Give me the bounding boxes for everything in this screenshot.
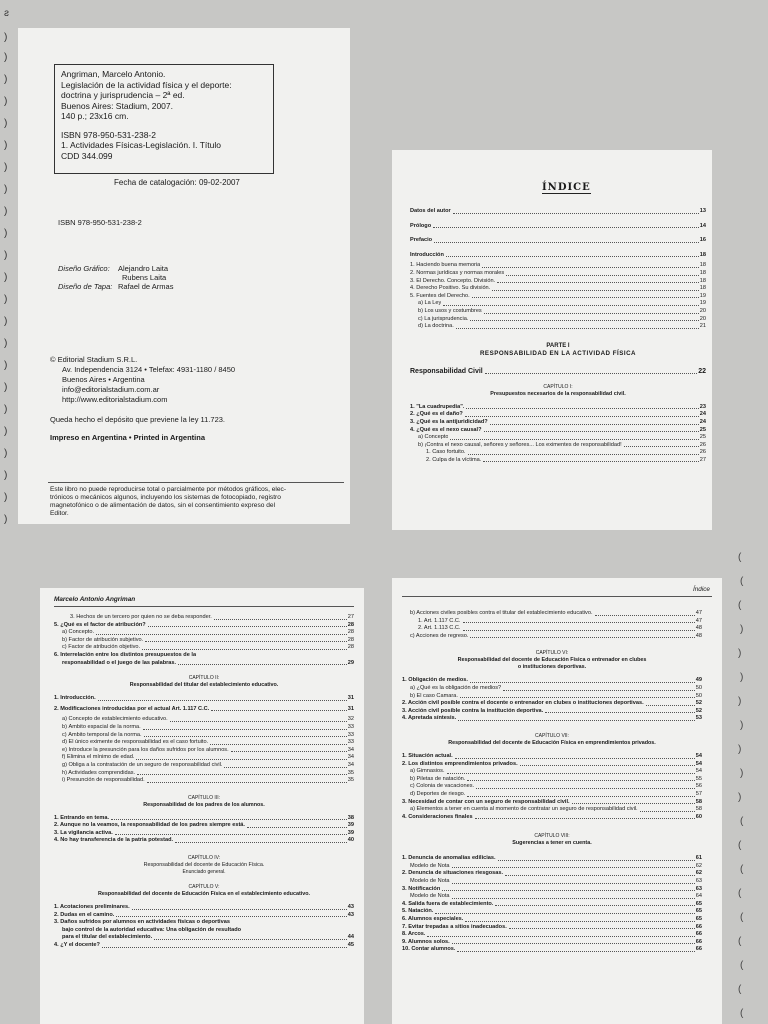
toc-entry: 9. Alumnos solos. 66 (402, 938, 702, 945)
chapter-title: Responsabilidad del docente de Educación Física en emprendimientos privados. (448, 739, 656, 746)
chapter-title: Responsabilidad del titular del establecimiento educativo. (129, 682, 279, 689)
toc-entry: 6. Interrelación entre los distintos presupuestos de la (54, 651, 197, 658)
toc-entry: b) El caso Camara. 50 (410, 692, 702, 699)
toc-entry: 1. Obligación de medios. 49 (402, 677, 702, 684)
chapter-label: CAPÍTULO VIII: (534, 833, 570, 840)
toc-entry: Modelo de Nota 62 (410, 862, 702, 869)
chapter-subtitle: Enunciado general. (182, 869, 226, 876)
toc-entry: a) La Ley 19 (418, 300, 706, 307)
toc-entry: Responsabilidad Civil 22 (410, 367, 706, 375)
index-front (410, 208, 706, 464)
index-page-3 (392, 578, 722, 1024)
toc-entry: 2. Normas jurídicas y normas morales 18 (410, 269, 706, 276)
catalog-line: doctrina y jurisprudencia – 2ª ed. (61, 90, 185, 100)
catalog-line: Angriman, Marcelo Antonio. (61, 69, 166, 79)
toc-entry: 1. Haciendo buena memoria 18 (410, 262, 706, 269)
toc-entry: b) Ámbito espacial de la norma. 33 (62, 723, 354, 730)
catalog-date: Fecha de catalogación: 09-02-2007 (114, 178, 240, 187)
binding-holes-left: ƨ ) ) ) ) ) ) ) ) ) ) ) ) ) ) ) ) ) ) ) ) ) ) ) (4, 8, 9, 525)
toc-entry: responsabilidad o el juego de las palabras. 29 (62, 659, 354, 666)
header-rule (54, 606, 354, 607)
toc-entry: 1. Acotaciones preliminares. 43 (54, 904, 354, 911)
toc-entry: 3. La vigilancia activa. 39 (54, 829, 354, 836)
toc-entry: 10. Contar alumnos. 66 (402, 946, 702, 953)
graphic-design-label: Diseño Gráfico: (58, 264, 110, 273)
toc-entry: 4. No hay transferencia de la patria potestad. 40 (54, 837, 354, 844)
chapter-label: CAPÍTULO VI: (535, 650, 569, 657)
index-list (402, 610, 702, 954)
chapter-title: Responsabilidad del docente de Educación Física. (143, 862, 265, 869)
toc-entry: 1. Introducción. 31 (54, 695, 354, 702)
toc-entry: Modelo de Nota 63 (410, 878, 702, 885)
publisher-name: © Editorial Stadium S.R.L. (50, 355, 138, 364)
publisher-city: Buenos Aires • Argentina (62, 375, 145, 384)
toc-entry: 2. Los distintos emprendimientos privados. 54 (402, 760, 702, 767)
toc-entry: 5. ¿Qué es el factor de atribución? 28 (54, 621, 354, 628)
toc-entry: 3. Necesidad de contar con un seguro de responsabilidad civil. 58 (402, 798, 702, 805)
header-rule (402, 596, 712, 597)
toc-entry: b) Acciones civiles posibles contra el titular del establecimiento educativo. 47 (410, 610, 702, 616)
toc-entry: 4. Salida fuera de establecimiento. 65 (402, 900, 702, 907)
toc-entry: 1. Caso fortuito. 26 (426, 449, 706, 456)
chapter-title: Sugerencias a tener en cuenta. (512, 840, 592, 847)
legal-deposit: Queda hecho el depósito que previene la ley 11.723. (50, 415, 225, 424)
toc-entry: Prefacio 16 (410, 237, 706, 244)
toc-entry: 3. El Derecho. Concepto. División. 18 (410, 277, 706, 284)
toc-entry: 1. Art. 1.117 C.C. 47 (418, 617, 702, 624)
running-header: Marcelo Antonio Angriman (54, 596, 136, 603)
legal-notice-line: magnetofónico o de alimentación de datos, sin el consentimiento expreso del (50, 502, 276, 509)
toc-entry: 2. Art. 1.113 C.C. 48 (418, 625, 702, 632)
toc-entry: 2. Denuncia de situaciones riesgosas. 62 (402, 870, 702, 877)
part-title: RESPONSABILIDAD EN LA ACTIVIDAD FÍSICA (479, 349, 637, 357)
toc-entry: 2. Acción civil posible contra el docente o entrenador en clubes o instituciones deportivas. 52 (402, 700, 702, 707)
toc-entry: 3. Notificación 63 (402, 885, 702, 892)
toc-entry: Introducción 18 (410, 251, 706, 258)
legal-notice-line: Editor. (50, 510, 69, 517)
toc-entry: d) La doctrina. 21 (418, 323, 706, 330)
publisher-email: info@editorialstadium.com.ar (62, 385, 160, 394)
catalog-line: Buenos Aires: Stadium, 2007. (61, 100, 173, 111)
toc-entry: 1. "La cuadrupedia". 23 (410, 403, 706, 410)
toc-entry: a) Elementos a tener en cuenta al momento de contratar un seguro de responsabilidad civil. 58 (410, 806, 702, 813)
chapter-title: Responsabilidad del docente de Educación Física en el establecimiento educativo. (97, 891, 311, 898)
toc-entry: b) Factor de atribución subjetivo. 28 (62, 636, 354, 643)
graphic-designer-2: Rubens Laita (122, 273, 167, 282)
catalog-line: ISBN 978-950-531-238-2 (61, 129, 156, 140)
toc-entry: a) Concepto 25 (418, 434, 706, 441)
toc-entry: 4. Consideraciones finales 60 (402, 813, 702, 820)
toc-entry: b) Piletas de natación. 55 (410, 775, 702, 782)
toc-entry: 2. ¿Qué es el daño? 24 (410, 411, 706, 418)
toc-entry: para el titular del establecimiento. 44 (62, 934, 354, 941)
part-label: PARTE I (546, 342, 570, 349)
toc-entry: d) El único eximente de responsabilidad es el caso fortuito. 33 (62, 739, 354, 746)
toc-entry: b) Los usos y costumbres 20 (418, 307, 706, 314)
chapter-label: CAPÍTULO V: (188, 884, 220, 891)
catalog-box (54, 64, 274, 174)
toc-entry: 3. Acción civil posible contra la institución deportiva. 52 (402, 707, 702, 714)
toc-entry: h) Actividades comprendidas. 35 (62, 769, 354, 776)
cover-designer: Rafael de Armas (118, 282, 174, 291)
chapter-label: CAPÍTULO III: (188, 794, 220, 801)
chapter-title: Presupuestos necesarios de la responsabilidad civil. (490, 390, 626, 397)
cover-design-label: Diseño de Tapa: (58, 282, 113, 291)
index-list (54, 614, 354, 950)
toc-entry: 3. ¿Qué es la antijuridicidad? 24 (410, 418, 706, 425)
toc-entry: Modelo de Nota 64 (410, 893, 702, 900)
toc-entry: 4. ¿Qué es el nexo causal? 25 (410, 426, 706, 433)
toc-entry: 1. Denuncia de anomalías edilicias. 61 (402, 855, 702, 862)
chapter-label: CAPÍTULO VII: (535, 732, 569, 739)
toc-entry: 7. Evitar trepadas a sitios inadecuados. 66 (402, 923, 702, 930)
index-page-2 (40, 588, 364, 1024)
divider (48, 482, 344, 483)
chapter-label: CAPÍTULO II: (188, 675, 220, 682)
toc-entry: Datos del autor 13 (410, 208, 706, 214)
graphic-designer-1: Alejandro Laita (118, 264, 169, 273)
toc-entry: 1. Entrando en tema. 38 (54, 814, 354, 821)
isbn: ISBN 978-950-531-238-2 (58, 218, 142, 227)
catalog-line: 140 p.; 23x16 cm. (61, 111, 129, 121)
toc-entry: 2. Modificaciones introducidas por el actual Art. 1.117 C.C. 31 (54, 705, 354, 712)
colophon-page (18, 28, 350, 524)
toc-entry: 1. Situación actual. 54 (402, 752, 702, 759)
toc-entry: c) Ámbito temporal de la norma. 33 (62, 731, 354, 738)
chapter-title: Responsabilidad del docente de Educación Física o entrenador en clubes (457, 657, 647, 664)
running-header: Índice (692, 586, 710, 593)
toc-entry: a) Gimnasios. 54 (410, 768, 702, 775)
toc-entry: 3. Hechos de un tercero por quien no se deba responder. 27 (70, 614, 354, 620)
binding-holes-right: ( ( ( ) ) ) ) ) ) ) ) ( ( ( ( ( ( ( ( ( (738, 552, 744, 1019)
chapter-title-2: o instituciones deportivas. (517, 664, 587, 671)
toc-entry: f) Elimina el mínimo de edad. 34 (62, 754, 354, 761)
toc-entry: d) Deportes de riesgo. 57 (410, 790, 702, 797)
toc-entry: c) Factor de atribución objetivo. 28 (62, 644, 354, 651)
toc-entry: 4. Derecho Positivo. Su división. 18 (410, 285, 706, 292)
toc-entry: 2. Aunque no la veamos, la responsabilidad de los padres siempre está. 39 (54, 822, 354, 829)
toc-entry: i) Presunción de responsabilidad. 35 (62, 777, 354, 784)
toc-entry: 6. Alumnos especiales. 65 (402, 916, 702, 923)
legal-notice-line: trónicos o mecánicos algunos, incluyendo los sistemas de fotocopiado, registro (50, 494, 281, 501)
chapter-label: CAPÍTULO IV: (187, 855, 221, 862)
catalog-line: CDD 344.099 (61, 150, 113, 161)
catalog-line: Legislación de la actividad física y el deporte: (61, 79, 232, 90)
toc-entry: 4. ¿Y el docente? 45 (54, 942, 354, 949)
toc-entry: 4. Apretada síntesis. 53 (402, 715, 702, 722)
toc-entry: a) Concepto. 28 (62, 629, 354, 636)
chapter-label: CAPÍTULO I: (543, 383, 573, 390)
publisher-url: http://www.editorialstadium.com (62, 395, 168, 404)
legal-notice-line: Este libro no puede reproducirse total o parcialmente por métodos gráficos, elec- (50, 486, 287, 493)
index-page-1 (392, 150, 712, 530)
toc-entry: c) Colonia de vacaciones. 56 (410, 783, 702, 790)
toc-entry: g) Obliga a la contratación de un seguro de responsabilidad civil. 34 (62, 761, 354, 768)
chapter-title: Responsabilidad de los padres de los alumnos. (143, 801, 265, 808)
toc-entry: b) ¡Contra el nexo causal, señores y señores... Los eximentes de responsabilidad! 26 (418, 441, 706, 448)
toc-entry: Prólogo 14 (410, 222, 706, 229)
toc-entry: 5. Natación. 65 (402, 908, 702, 915)
catalog-line: 1. Actividades Físicas-Legislación. I. Título (61, 140, 222, 150)
toc-entry: 2. Dudas en el camino. 43 (54, 911, 354, 918)
toc-entry: c) La jurisprudencia. 20 (418, 315, 706, 322)
printed-in: Impreso en Argentina • Printed in Argentina (50, 433, 206, 442)
toc-entry: 5. Fuentes del Derecho. 19 (410, 292, 706, 299)
toc-entry: a) ¿Qué es la obligación de medios? 50 (410, 684, 702, 691)
index-title: ÍNDICE (542, 182, 591, 193)
toc-entry: 8. Arcos. 66 (402, 931, 702, 938)
toc-entry: 2. Culpa de la víctima. 27 (426, 456, 706, 463)
publisher-address: Av. Independencia 3124 • Telefax: 4931-1180 / 8450 (62, 365, 236, 374)
toc-entry: bajo control de la autoridad educativa: Una obligación de resultado (62, 926, 242, 933)
toc-entry: e) Introduce la presunción para los daños sufridos por los alumnos. 34 (62, 746, 354, 753)
toc-entry: 3. Daños sufridos por alumnos en actividades físicas o deportivas (54, 919, 230, 926)
toc-entry: c) Acciones de regreso. 48 (410, 632, 702, 639)
toc-entry: a) Concepto de establecimiento educativo. 32 (62, 716, 354, 723)
